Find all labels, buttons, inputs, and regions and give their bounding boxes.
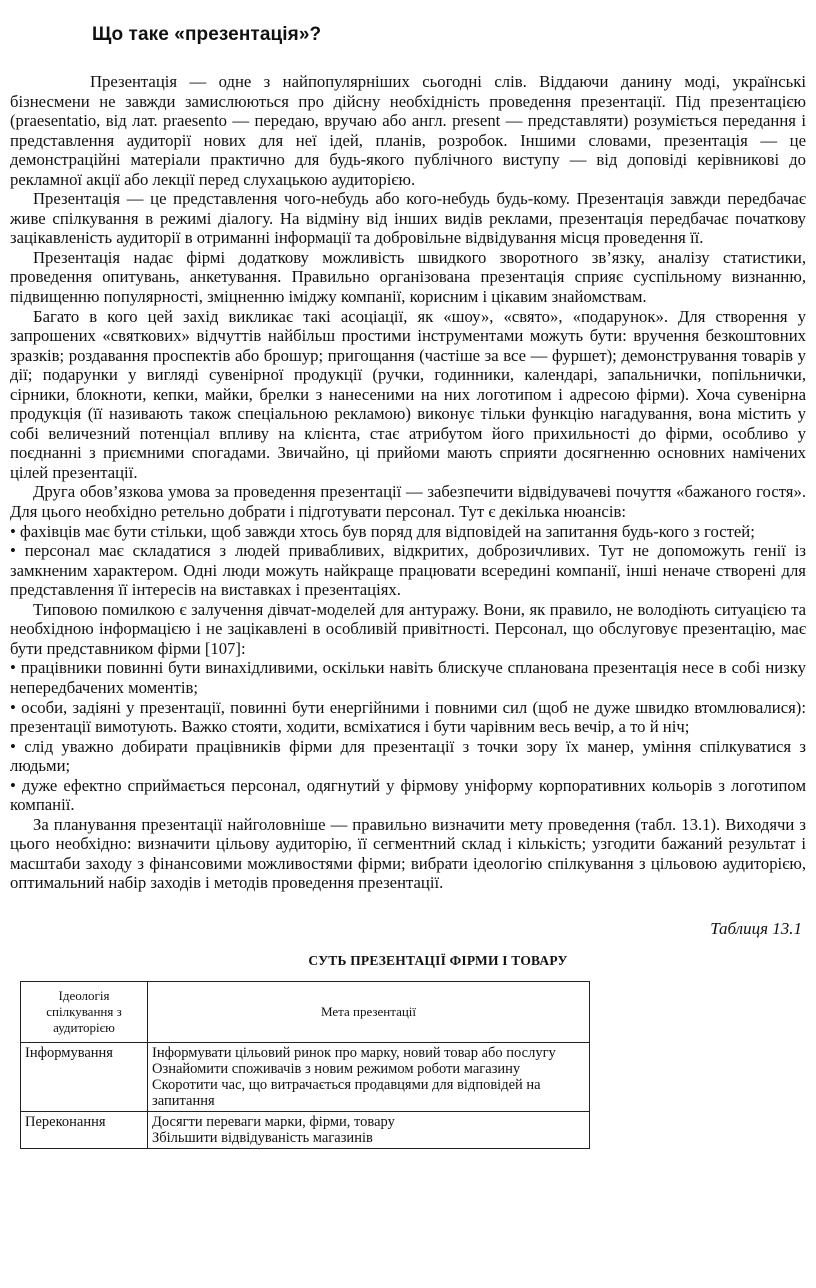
- goal-line: Досягти переваги марки, фірми, товару: [152, 1113, 395, 1130]
- presentation-table: [20, 981, 590, 1149]
- table-row: [21, 1111, 590, 1148]
- paragraph: Презентація надає фірмі додаткову можливість швидкого зворотного зв’язку, аналізу статистики, проведення опитувань, анкетування. Правильно організована презентація сприяє суспільному визнанню, підвищенню популярності, зміцненню іміджу компанії, корисним і цікавим знайомствам.: [10, 247, 806, 307]
- table-cell-ideology: Інформування: [21, 1042, 148, 1111]
- paragraph: Багато в кого цей захід викликає такі асоціації, як «шоу», «свято», «подарунок». Для створення у запрошених «святкових» відчуттів найбільш простими інструментами можуть бути: вручення безкоштовних зразків; роздавання проспектів або брошур; пригощання (частіше за все — фуршет); демонстрування товарів у дії; подарунки у вигляді сувенірної продукції (ручки, годинники, календарі, запальнички, попільнички, сірники, блокноти, кепки, майки, брелки з нанесеними на них логотипом і адресою фірми). Хоча сувенірна продукція (її називають також спеціальною рекламою) виконує тільки функцію нагадування, вона містить у собі величезний потенціал впливу на клієнта, стає атрибутом його прихильності до фірми, особливо у поєднанні з приємними спогадами. Звичайно, ці прийоми мають сприяти досягненню основних намічених цілей презентації.: [10, 306, 806, 482]
- section-heading: Що таке «презентація»?: [92, 24, 322, 45]
- paragraph: Презентація — одне з найпопулярніших сьогодні слів. Віддаючи данину моді, українські бізнесмени не завжди замислюються про дійсну необхідність проведення презентації. Під презентацією (praesentatio, від лат. praesento — передаю, вручаю або англ. present — представляти) розуміється передання і представлення аудиторії нових для неї ідей, планів, розробок. Іншими словами, презентація — це демонстраційні матеріали практично для будь-якого публічного виступу — від доповіді керівникові до рекламної акції або лекції перед слухацькою аудиторією.: [10, 72, 806, 189]
- paragraph: Типовою помилкою є залучення дівчат-моделей для антуражу. Вони, як правило, не володіють ситуацією та необхідною інформацією і не зацікавлені в особливій привітності. Персонал, що обслуговує презентацію, має бути представником фірми [107]:: [10, 599, 806, 658]
- bullet-item: • особи, задіяні у презентації, повинні бути енергійними і повними сил (щоб не дуже швидко втомлювалися): презентації вимотують. Важко стояти, ходити, всміхатися і бути чарівним весь вечір, а то й ніч;: [10, 697, 806, 737]
- goal-line: Скоротити час, що витрачається продавцями для відповідей на запитання: [152, 1076, 541, 1109]
- bullet-item: • дуже ефектно сприймається персонал, одягнутий у фірмову уніформу корпоративних кольорів з логотипом компанії.: [10, 775, 806, 815]
- bullet-item: • слід уважно добирати працівників фірми для презентації з точки зору їх манер, уміння спілкуватися з людьми;: [10, 736, 806, 776]
- table-header-row: [21, 981, 590, 1042]
- goal-line: Ознайомити споживачів з новим режимом роботи магазину: [152, 1060, 521, 1077]
- table-header-cell: Мета презентації: [148, 981, 590, 1042]
- paragraph: Презентація — це представлення чого-небудь або кого-небудь будь-кому. Презентація завжди передбачає живе спілкування в режимі діалогу. На відміну від інших видів реклами, презентація передбачає початкову зацікавленість аудиторії в отриманні інформації та добровільне відвідування місця проведення її.: [10, 189, 806, 248]
- goal-line: Інформувати цільовий ринок про марку, новий товар або послугу: [152, 1044, 556, 1061]
- table-row: [21, 1042, 590, 1111]
- goal-line: Збільшити відвідуваність магазинів: [152, 1129, 373, 1146]
- bullet-item: • персонал має складатися з людей привабливих, відкритих, доброзичливих. Тут не допоможуть генії із замкненим характером. Одні люди можуть найкраще працювати всередині компанії, інші неначе створені для представлення її інтересів на виставках і презентаціях.: [10, 541, 806, 600]
- bullet-item: • працівники повинні бути винахідливими, оскільки навіть блискуче спланована презентація несе в собі низку непередбачених моментів;: [10, 658, 806, 697]
- body-text: [10, 72, 806, 893]
- paragraph: За планування презентації найголовніше — правильно визначити мету проведення (табл. 13.1). Виходячи з цього необхідно: визначити цільову аудиторію, її сегментний склад і кількість; узгодити бажаний результат і масштаби заходу з фінансовими можливостями фірми; вибрати ідеологію спілкування з цільовою аудиторією, оптимальний набір заходів і методів проведення презентації.: [10, 814, 806, 893]
- table-cell-ideology: Переконання: [21, 1111, 148, 1148]
- bullet-item: • фахівців має бути стільки, щоб завжди хтось був поряд для відповідей на запитання будь-кого з гостей;: [10, 521, 755, 541]
- table-title: СУТЬ ПРЕЗЕНТАЦІЇ ФІРМИ І ТОВАРУ: [308, 952, 568, 968]
- paragraph: Друга обов’язкова умова за проведення презентації — забезпечити відвідувачеві почуття «бажаного гостя». Для цього необхідно ретельно добрати і підготувати персонал. Тут є декілька нюансів:: [10, 482, 806, 522]
- table-caption: Таблиця 13.1: [710, 918, 802, 938]
- table-header-cell: Ідеологія спілкування з аудиторією: [21, 981, 148, 1042]
- table-cell-goal: [148, 1042, 590, 1111]
- table-cell-goal: [148, 1111, 590, 1148]
